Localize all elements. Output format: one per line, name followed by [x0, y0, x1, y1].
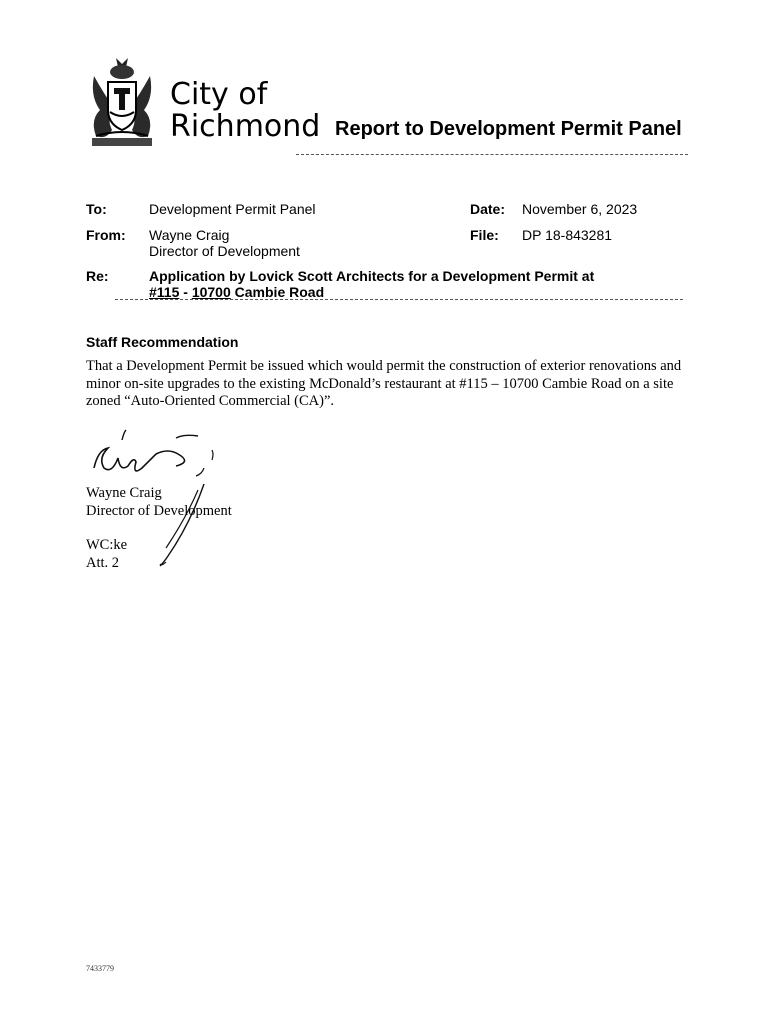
city-name-line2: Richmond: [170, 109, 321, 144]
re-divider: [115, 299, 683, 300]
staff-recommendation-body: That a Development Permit be issued which would permit the construction of exterior renovations and minor on-site upgrades to the existing McDonald’s restaurant at #115 – 10700 Cambie Road on a site zoned “Auto-Oriented Commercial (CA)”.: [86, 358, 682, 409]
to-label: To:: [86, 201, 107, 217]
re-street-number: 10700: [191, 284, 231, 300]
re-separator: -: [179, 284, 192, 300]
file-label: File:: [470, 227, 499, 243]
re-unit-number: #115: [149, 284, 180, 300]
city-name-line1: City of: [170, 77, 268, 112]
signer-name: Wayne Craig: [86, 485, 162, 501]
re-line1: Application by Lovick Scott Architects for a Development Permit at: [149, 268, 595, 284]
from-name: Wayne Craig: [149, 227, 230, 243]
date-label: Date:: [470, 201, 506, 217]
report-title: Report to Development Permit Panel: [335, 118, 682, 140]
header-divider: [296, 154, 688, 155]
date-value: November 6, 2023: [522, 201, 638, 217]
signer-title: Director of Development: [86, 503, 232, 519]
staff-recommendation-heading: Staff Recommendation: [86, 334, 239, 350]
to-value: Development Permit Panel: [149, 201, 316, 217]
city-crest-logo: [86, 54, 158, 150]
from-title: Director of Development: [149, 243, 300, 259]
typist-initials: WC:ke: [86, 537, 128, 553]
file-value: DP 18-843281: [522, 227, 613, 243]
from-label: From:: [86, 227, 126, 243]
re-street-name: Cambie Road: [230, 284, 325, 300]
re-line2: [149, 284, 324, 300]
attachments-count: Att. 2: [86, 555, 120, 571]
document-number: 7433779: [86, 964, 114, 973]
re-label: Re:: [86, 268, 109, 284]
